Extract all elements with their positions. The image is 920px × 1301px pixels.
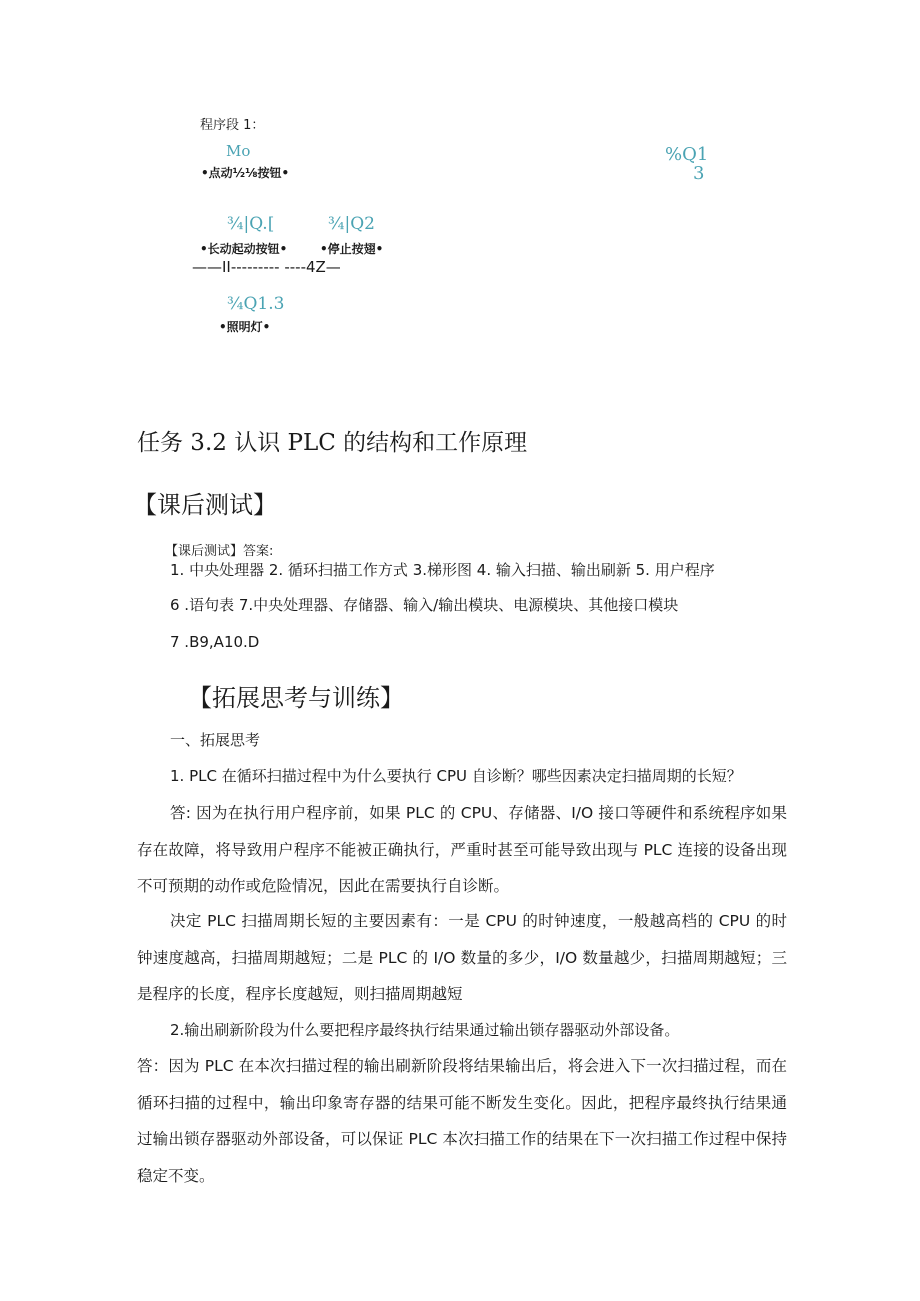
answers-line-1: 1. 中央处理器 2. 循环扫描工作方式 3.梯形图 4. 输入扫描、输出刷新 5. 用户程序 <box>170 561 715 579</box>
section-expand-heading: 【拓展思考与训练】 <box>188 684 404 712</box>
answer-1-paragraph-1: 答: 因为在执行用户程序前，如果 PLC 的 CPU、存储器、I/O 接口等硬件和系统程序如果存在故障，将导致用户程序不能被正确执行，严重时甚至可能导致出现与 PLC 连接的设备出现不可预期的动作或危险情况，因此在需要执行自诊断。 <box>137 804 787 895</box>
q13-contact-tag: •照明灯• <box>219 320 271 334</box>
ladder-rung-line: ——II--------- ----4Z— <box>192 258 341 276</box>
q13-address-bottom: 3 <box>693 163 705 184</box>
q2-contact-tag: •停止按翅• <box>320 242 384 256</box>
segment-label: 程序段 1： <box>200 118 265 133</box>
answers-line-2: 6 .语句表 7.中央处理器、存储器、输入/输出模块、电源模块、其他接口模块 <box>170 596 679 614</box>
question-2: 2.输出刷新阶段为什么要把程序最终执行结果通过输出锁存器驱动外部设备。 <box>170 1021 680 1039</box>
answer-2-paragraph: 答：因为 PLC 在本次扫描过程的输出刷新阶段将结果输出后，将会进入下一次扫描过程，而在循环扫描的过程中，输出印象寄存器的结果可能不断发生变化。因此，把程序最终执行结果通过输出锁存器驱动外部设备，可以保证 PLC 本次扫描工作的结果在下一次扫描工作过程中保持稳定不变。 <box>137 1057 787 1185</box>
q2-contact-address: ¾|Q2 <box>328 214 375 234</box>
q13-address-top: %Q1 <box>665 144 709 165</box>
q13-contact-address: ¾Q1.3 <box>227 294 285 314</box>
expand-subheading: 一、拓展思考 <box>170 731 261 749</box>
i-contact-address: ¾|Q.[ <box>227 214 275 234</box>
task-title: 任务 3.2 认识 PLC 的结构和工作原理 <box>137 430 528 456</box>
m0-tag: •点动½⅛按钮• <box>201 166 290 180</box>
m0-address: Mo <box>226 142 251 160</box>
i-contact-tag: •长动起动按钮• <box>200 242 288 256</box>
question-1: 1. PLC 在循环扫描过程中为什么要执行 CPU 自诊断？哪些因素决定扫描周期的长短？ <box>170 767 742 785</box>
answer-1-paragraph-2: 决定 PLC 扫描周期长短的主要因素有：一是 CPU 的时钟速度，一般越高档的 CPU 的时钟速度越高，扫描周期越短；二是 PLC 的 I/O 数量的多少，I/O 数量越少，扫描周期越短；三是程序的长度，程序长度越短，则扫描周期越短 <box>137 912 787 1003</box>
answers-header: 【课后测试】答案: <box>165 544 274 559</box>
section-test-heading: 【课后测试】 <box>133 491 277 519</box>
answers-line-3: 7 .B9,A10.D <box>170 633 260 651</box>
